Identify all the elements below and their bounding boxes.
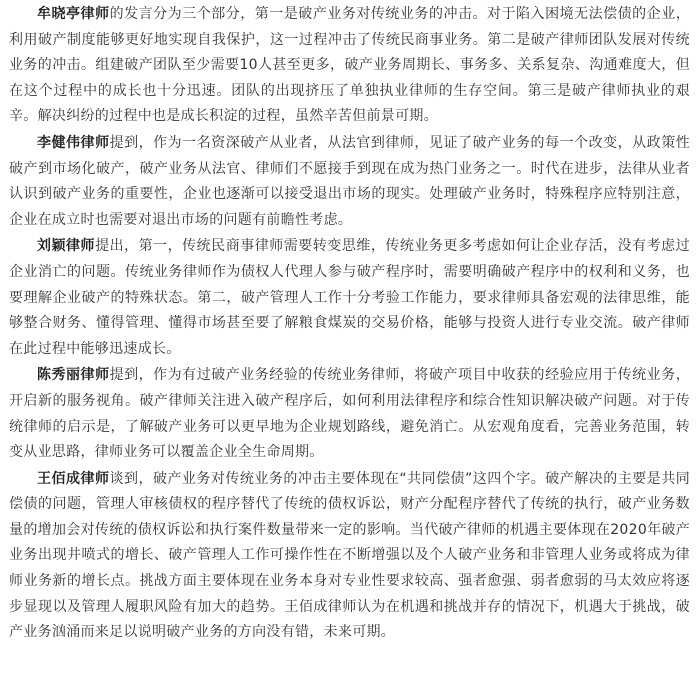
speaker-name: 陈秀丽律师 bbox=[37, 367, 110, 384]
paragraph-text: 的发言分为三个部分，第一是破产业务对传统业务的冲击。对于陷入困境无法偿债的企业，利用破产制度能够更好地实现自我保护，这一过程冲击了传统民商事业务。第二是破产律师团队发展对传统业务的冲击。组建破产团队至少需要10人甚至更多，破产业务周期长、事务多、关系复杂、沟通难度大，但在这个过程中的成长也十分迅速。团队的出现挤压了单独执业律师的生存空间。第三是破产律师执业的艰辛。解决纠纷的过程中也是成长积淀的过程，虽然辛苦但前景可期。 bbox=[9, 6, 691, 125]
paragraph-text: 提到，作为有过破产业务经验的传统业务律师，将破产项目中收获的经验应用于传统业务，开启新的服务视角。破产律师关注进入破产程序后，如何利用法律程序和综合性知识解决破产问题。对于传统律师的启示是，了解破产业务可以更早地为企业规划路线，避免消亡。从宏观角度看，完善业务范围，转变从业思路，律师业务可以覆盖企业全生命周期。 bbox=[9, 367, 691, 461]
paragraph-text: 提出，第一，传统民商事律师需要转变思维，传统业务更多考虑如何让企业存活，没有考虑过企业消亡的问题。传统业务律师作为债权人代理人参与破产程序时，需要明确破产程序中的权利和义务，也要理解企业破产的特殊状态。第二，破产管理人工作十分考验工作能力，要求律师具备宏观的法律思维，能够整合财务、懂得管理、懂得市场甚至要了解粮食煤炭的交易价格，能够与投资人进行专业交流。破产律师在此过程中能够迅速成长。 bbox=[9, 238, 690, 357]
paragraph-liu-ying bbox=[9, 234, 690, 362]
speaker-name: 王佰成律师 bbox=[37, 470, 110, 487]
paragraph-text: 提到，作为一名资深破产从业者，从法官到律师，见证了破产业务的每一个改变，从政策性破产到市场化破产，破产业务从法官、律师们不愿接手到现在成为热门业务之一。时代在进步，法律从业者认识到破产业务的重要性，企业也逐渐可以接受退出市场的现实。处理破产业务时，特殊程序应特别注意，企业在成立时也需要对退出市场的问题有前瞻性考虑。 bbox=[9, 134, 691, 228]
paragraph-li-jianwei bbox=[9, 131, 690, 233]
speaker-name: 李健伟律师 bbox=[37, 134, 110, 151]
speaker-name: 刘颖律师 bbox=[37, 238, 96, 255]
paragraph-text: 谈到，破产业务对传统业务的冲击主要体现在“共同偿债”这四个字。破产解决的主要是共同偿债的问题，管理人审核债权的程序替代了传统的债权诉讼，财产分配程序替代了传统的执行，破产业务数量的增加会对传统的债权诉讼和执行案件数量带来一定的影响。当代破产律师的机遇主要体现在2020年破产业务出现井喷式的增长、破产管理人工作可操作性在不断增强以及个人破产业务和非管理人业务或将成为律师业务新的增长点。挑战方面主要体现在业务本身对专业性要求较高、强者愈强、弱者愈弱的马太效应将逐步显现以及管理人履职风险有加大的趋势。王佰成律师认为在机遇和挑战并存的情况下，机遇大于挑战，破产业务汹涌而来足以说明破产业务的方向没有错，未来可期。 bbox=[9, 470, 690, 641]
speaker-name: 牟晓亭律师 bbox=[37, 6, 110, 22]
paragraph-mu-xiaoting bbox=[9, 2, 690, 130]
paragraph-chen-xiuli bbox=[9, 363, 690, 465]
paragraph-wang-baicheng bbox=[9, 467, 690, 646]
